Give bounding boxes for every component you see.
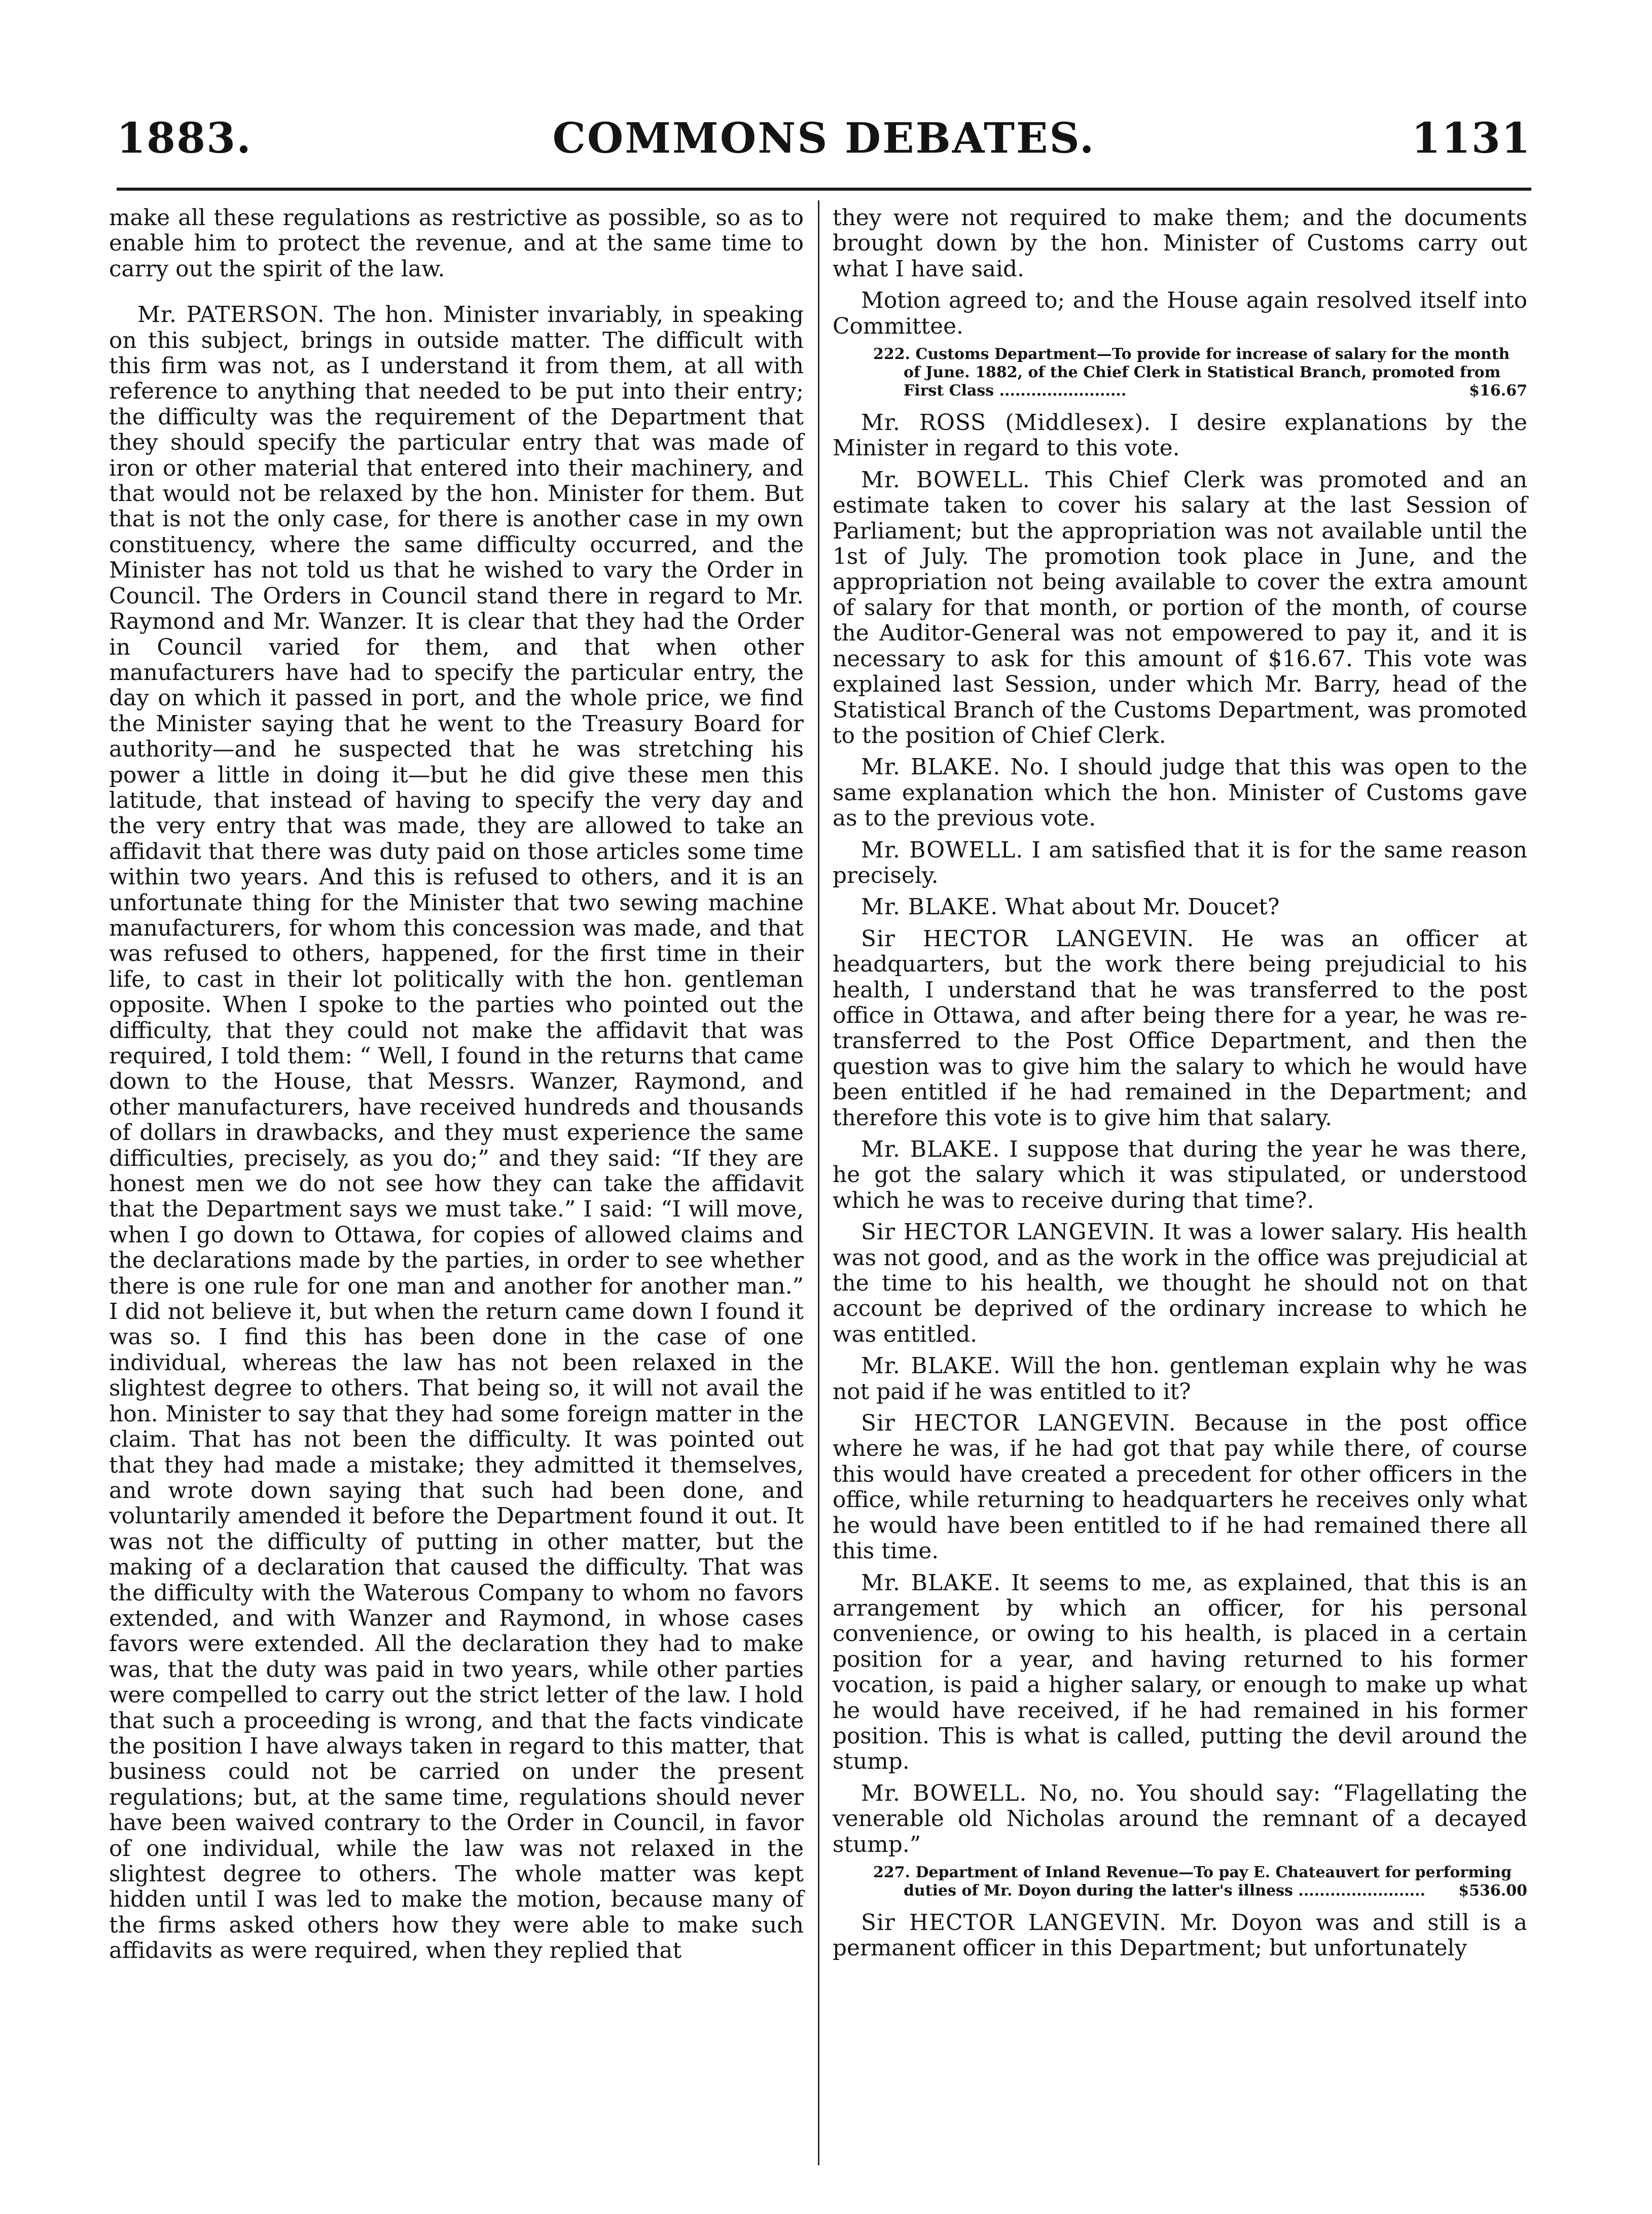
- speaker-name: Sir HECTOR LANGEVIN.: [861, 1909, 1167, 1936]
- speaker-name: Mr. PATERSON.: [137, 302, 325, 328]
- paragraph: [833, 1137, 1527, 1213]
- estimate-item: 222. Customs Department—To provide for increase of salary for the month of June. 1882, of the Chief Clerk in Statistical Branch, promoted from First Class ........................ $16.67: [873, 345, 1527, 400]
- estimate-item: 227. Department of Inland Revenue—To pay E. Chateauvert for performing duties of Mr. Doyon during the latter's illness ........................ $536.00: [873, 1863, 1527, 1900]
- paragraph: [833, 1411, 1527, 1564]
- paragraph: [833, 1353, 1527, 1405]
- header-rule: [117, 188, 1531, 191]
- paragraph: [833, 755, 1527, 831]
- paragraph-text: I am satisfied that it is for the same reason precisely.: [833, 837, 1527, 888]
- paragraph: [833, 205, 1527, 282]
- paragraph-text: It seems to me, as explained, that this is an arrangement by which an officer, for his personal convenience, or owing to his health, is placed in a certain position for a year, and having returned to his former vocation, is paid a higher salary, or enough to make up what he would have received, if he had remained in his former position. This is what is called, putting the devil around the stump.: [833, 1569, 1527, 1775]
- paragraph: [833, 288, 1527, 339]
- paragraph: [833, 838, 1527, 889]
- speaker-name: Mr. BLAKE.: [861, 894, 998, 920]
- estimate-item-text: 227. Department of Inland Revenue—To pay E. Chateauvert for performing duties of Mr. Doyon during the latter's illness: [873, 1863, 1512, 1900]
- header-year: 1883.: [117, 114, 252, 163]
- paragraph-text: This Chief Clerk was promoted and an estimate taken to cover his salary at the last Session of Parliament; but the appropriation was not available until the 1st of July. The promotion took place in June, and the appropriation not being available to cover the extra amount of salary for that month, or portion of the month, of course the Auditor-General was not empowered to pay it, and it is necessary to ask for this amount of $16.67. This vote was explained last Session, under which Mr. Barry, head of the Statistical Branch of the Customs Department, was promoted to the position of Chief Clerk.: [833, 467, 1527, 748]
- paragraph-text: He was an officer at headquarters, but the work there being prejudicial to his health, I understand that he was transferred to the post office in Ottawa, and after being there for a year, he was re-transferred to the Post Office Department, and then the question was to give him the salary to which he would have been entitled if he had remained in the Department; and therefore this vote is to give him that salary.: [833, 925, 1527, 1131]
- paragraph-text: Motion agreed to; and the House again resolved itself into Committee.: [833, 288, 1527, 339]
- estimate-item-amount: $16.67: [1469, 382, 1527, 400]
- paragraph: [109, 302, 804, 1963]
- paragraph-text: I desire explanations by the Minister in regard to this vote.: [833, 410, 1527, 461]
- paragraph: [833, 1570, 1527, 1775]
- speaker-name: Mr. BLAKE.: [861, 1353, 1001, 1379]
- paragraph: [833, 410, 1527, 461]
- paragraph-text: No. I should judge that this was open to the same explanation which the hon. Minister of Customs gave as to the previous vote.: [833, 754, 1528, 832]
- paragraph-text: Mr. Doyon was and still is a permanent officer in this Department; but unfortunately: [833, 1909, 1527, 1961]
- page-header: [117, 114, 1531, 185]
- paragraph: [833, 468, 1527, 748]
- paragraph: [833, 1220, 1527, 1347]
- paragraph: [833, 1910, 1527, 1961]
- paragraph-text: The hon. Minister invariably, in speaking on this subject, brings in outside matter. The difficult with this firm was not, as I understand it from them, at all with reference to anything that needed to be put into their entry; the difficulty was the requirement of the Department that they should specify the particular entry that was made of iron or other material that entered into their machinery, and that would not be relaxed by the hon. Minister for them. But that is not the only case, for there is another case in my own constituency, where the same difficulty occurred, and the Minister has not told us that he wished to vary the Order in Council. The Orders in Council stand there in regard to Mr. Raymond and Mr. Wanzer. It is clear that they had the Order in Council varied for them, and that when other manufacturers have had to specify the particular entry, the day on which it passed in port, and the whole price, we find the Minister saying that he went to the Treasury Board for authority—and he suspected that he was stretching his power a little in doing it—but he did give these men this latitude, that instead of having to specify the very day and the very entry that was made, they are allowed to take an affidavit that there was duty paid on those articles some time within two years. And this is refused to others, and it is an unfortunate thing for the Minister that two sewing machine manufacturers, for whom this concession was made, and that was refused to others, happened, for the first time in their life, to cast in their lot politically with the hon. gentleman opposite. When I spoke to the parties who pointed out the difficulty, that they could not make the affidavit that was required, I told them: “ Well, I found in the returns that came down to the House, that Messrs. Wanzer, Raymond, and other manufacturers, have received hundreds and thousands of dollars in drawbacks, and they must experience the same difficulties, precisely, as you do;” and they said: “If they are honest men we do not see how they can take the affidavit that the Department says we must take.” I said: “I will move, when I go down to Ottawa, for copies of allowed claims and the declarations made by the parties, in order to see whether there is one rule for one man and another for another man.” I did not believe it, but when the return came down I found it was so. I find this has been done in the case of one individual, whereas the law has not been relaxed in the slightest degree to others. That being so, it will not avail the hon. Minister to say that they had some foreign matter in the claim. That has not been the difficulty. It was pointed out that they had made a mistake; they admitted it themselves, and wrote down saying that such had been done, and voluntarily amended it before the Department found it out. It was not the difficulty of putting in other matter, but the making of a declaration that caused the difficulty. That was the difficulty with the Waterous Company to whom no favors extended, and with Wanzer and Raymond, in whose cases favors were extended. All the declaration they had to make was, that the duty was paid in two years, while other parties were compelled to carry out the strict letter of the law. I hold that such a proceeding is wrong, and that the facts vindicate the position I have always taken in regard to this matter, that business could not be carried on under the present regulations; but, at the same time, regulations should never have been waived contrary to the Order in Council, in favor of one individual, while the law was not relaxed in the slightest degree to others. The whole matter was kept hidden until I was led to make the motion, because many of the firms asked others how they were able to make such affidavits as were required, when they replied that: [109, 302, 804, 1964]
- paragraph-text: What about Mr. Doucet?: [1005, 894, 1280, 920]
- speaker-name: Sir HECTOR LANGEVIN.: [861, 925, 1195, 952]
- speaker-name: Sir HECTOR LANGEVIN.: [861, 1219, 1156, 1245]
- paragraph-text: make all these regulations as restrictive as possible, so as to enable him to protect the revenue, and at the same time to carry out the spirit of the law.: [109, 205, 804, 282]
- paragraph: [833, 1781, 1527, 1858]
- paragraph-text: No, no. You should say: “Flagellating the venerable old Nicholas around the remnant of a decayed stump.”: [833, 1780, 1527, 1858]
- paragraph-text: It was a lower salary. His health was not good, and as the work in the office was prejudicial at the time to his health, we thought he should not on that account be deprived of the ordinary increase to which he was entitled.: [833, 1219, 1527, 1347]
- paragraph: [833, 926, 1527, 1131]
- left-column: [109, 205, 804, 1970]
- right-column: [833, 205, 1527, 1968]
- speaker-name: Mr. BOWELL.: [861, 837, 1024, 863]
- speaker-name: Mr. BOWELL.: [861, 467, 1030, 493]
- speaker-name: Mr. BLAKE.: [861, 1136, 1000, 1162]
- paragraph: [833, 895, 1527, 920]
- speaker-name: Mr. BLAKE.: [861, 1569, 1001, 1596]
- paragraph-text: Will the hon. gentleman explain why he was not paid if he was entitled to it?: [833, 1353, 1527, 1405]
- speaker-name: Mr. BLAKE.: [861, 754, 1001, 780]
- header-title: COMMONS DEBATES.: [552, 114, 1096, 163]
- estimate-item-amount: $536.00: [1458, 1881, 1527, 1900]
- estimate-item-text: 222. Customs Department—To provide for increase of salary for the month of June. 1882, of the Chief Clerk in Statistical Branch, promoted from First Class: [873, 345, 1510, 400]
- column-divider: [818, 200, 819, 2165]
- header-page-number: 1131: [1411, 114, 1531, 163]
- paragraph-text: Because in the post office where he was, if he had got that pay while there, of course this would have created a precedent for other officers in the office, while returning to headquarters he receives only what he would have been entitled to if he had remained there all this time.: [833, 1410, 1527, 1564]
- speaker-name: Mr. BOWELL.: [861, 1780, 1027, 1806]
- paragraph-text: they were not required to make them; and the documents brought down by the hon. Minister of Customs carry out what I have said.: [833, 205, 1527, 282]
- paragraph: [109, 205, 804, 282]
- speaker-name: Mr. ROSS (Middlesex).: [861, 410, 1152, 436]
- paragraph-text: I suppose that during the year he was there, he got the salary which it was stipulated, or understood which he was to receive during that time?.: [833, 1136, 1527, 1213]
- speaker-name: Sir HECTOR LANGEVIN.: [861, 1410, 1176, 1437]
